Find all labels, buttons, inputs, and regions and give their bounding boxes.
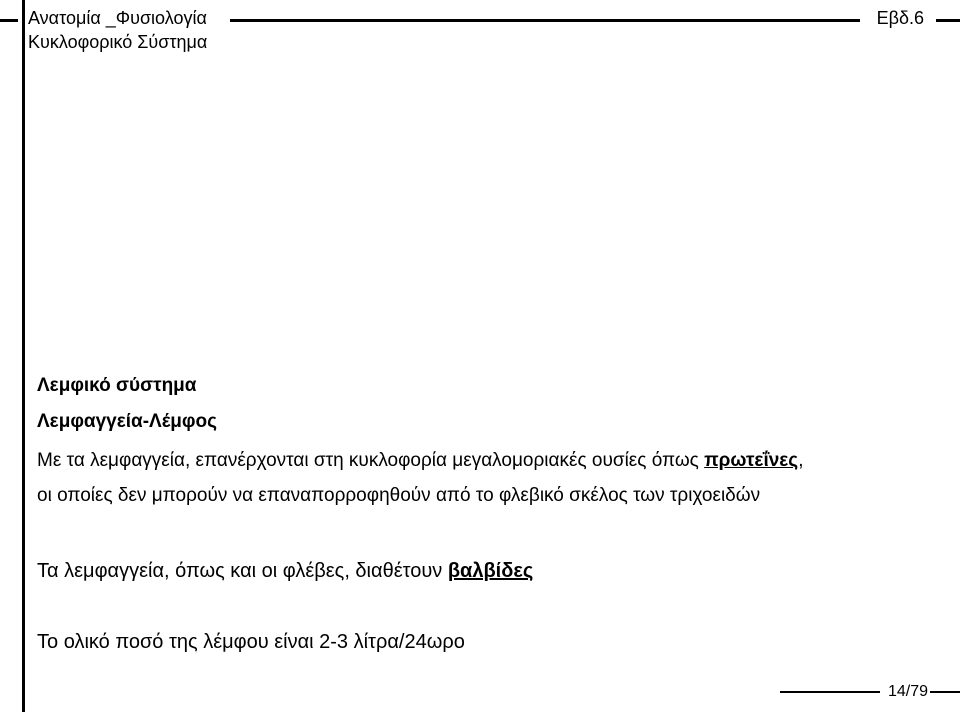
section-heading: Λεμφικό σύστημα: [37, 375, 197, 396]
paragraph-1-line-1: [37, 449, 803, 473]
paragraph-1-comma: ,: [798, 450, 804, 471]
subsection-heading: Λεμφαγγεία-Λέμφος: [37, 411, 217, 432]
valves-emphasis: βαλβίδες: [447, 560, 534, 582]
paragraph-1-text: Με τα λεμφαγγεία, επανέρχονται στη κυκλοφορία μεγαλομοριακές ουσίες όπως: [37, 450, 705, 471]
paragraph-2: [37, 558, 533, 584]
header-rule-middle: [230, 19, 860, 22]
week-code: Εβδ.6: [876, 8, 924, 28]
paragraph-3: Το ολικό ποσό της λέμφου είναι 2-3 λίτρα/24ωρο: [37, 631, 465, 653]
course-title: Ανατομία _Φυσιολογία: [28, 8, 207, 28]
proteins-emphasis: πρωτεΐνες: [704, 450, 799, 471]
footer-rule-left: [780, 691, 880, 693]
paragraph-2-text: Τα λεμφαγγεία, όπως και οι φλέβες, διαθέτουν: [37, 560, 448, 582]
margin-rule: [22, 0, 25, 712]
paragraph-1-line-2: οι οποίες δεν μπορούν να επαναπορροφηθούν από το φλεβικό σκέλος των τριχοειδών: [37, 485, 761, 506]
header-rule-right: [936, 19, 960, 22]
footer-rule-right: [930, 691, 960, 693]
page-number: 14/79: [888, 683, 929, 700]
header-rule-left: [0, 19, 18, 22]
chapter-title: Κυκλοφορικό Σύστημα: [28, 32, 208, 52]
